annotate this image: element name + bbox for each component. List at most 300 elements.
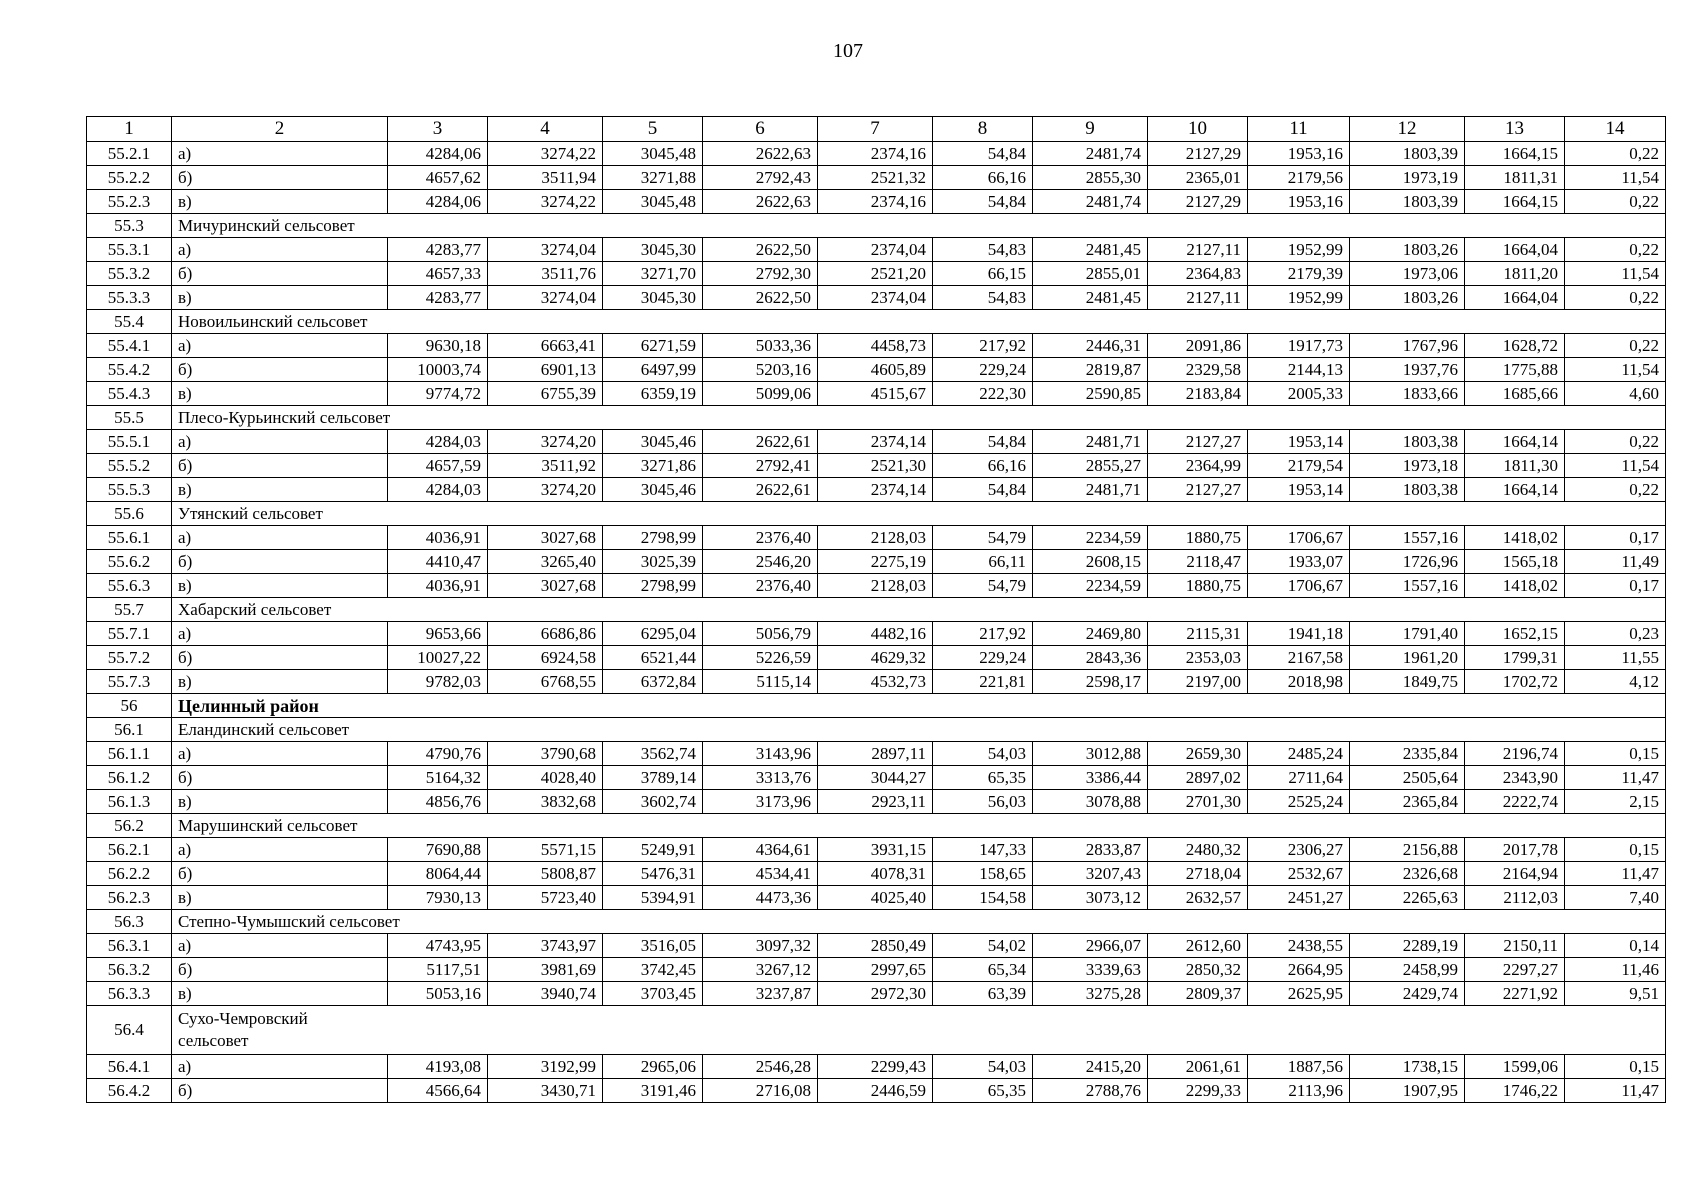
table-cell: 2127,27 xyxy=(1148,430,1248,454)
table-cell: 2374,14 xyxy=(818,430,933,454)
table-cell: 2429,74 xyxy=(1350,982,1465,1006)
table-cell: 3265,40 xyxy=(488,550,603,574)
table-cell: 2972,30 xyxy=(818,982,933,1006)
table-cell: 11,46 xyxy=(1565,958,1666,982)
table-cell: 54,02 xyxy=(933,934,1033,958)
table-cell: 11,47 xyxy=(1565,766,1666,790)
table-cell: 1664,04 xyxy=(1465,286,1565,310)
table-cell: 65,34 xyxy=(933,958,1033,982)
table-cell: 54,83 xyxy=(933,238,1033,262)
table-cell: 2612,60 xyxy=(1148,934,1248,958)
row-code: 56.2.3 xyxy=(87,886,172,910)
table-cell: 2222,74 xyxy=(1465,790,1565,814)
table-cell: 5476,31 xyxy=(603,862,703,886)
table-cell: 2521,30 xyxy=(818,454,933,478)
table-cell: 11,54 xyxy=(1565,454,1666,478)
table-row xyxy=(87,886,1666,910)
table-cell: 2005,33 xyxy=(1248,382,1350,406)
table-cell: 3274,04 xyxy=(488,238,603,262)
table-cell: 2335,84 xyxy=(1350,742,1465,766)
row-label: а) xyxy=(172,238,388,262)
table-cell: 3207,43 xyxy=(1033,862,1148,886)
table-cell: 2521,20 xyxy=(818,262,933,286)
table-cell: 2525,24 xyxy=(1248,790,1350,814)
row-code: 56.2 xyxy=(87,814,172,838)
table-cell: 3025,39 xyxy=(603,550,703,574)
table-cell: 3511,76 xyxy=(488,262,603,286)
table-cell: 3012,88 xyxy=(1033,742,1148,766)
section-title: Целинный район xyxy=(172,694,1666,718)
table-cell: 1746,22 xyxy=(1465,1079,1565,1103)
table-cell: 2855,27 xyxy=(1033,454,1148,478)
table-cell: 1664,14 xyxy=(1465,478,1565,502)
table-row xyxy=(87,190,1666,214)
table-cell: 1973,06 xyxy=(1350,262,1465,286)
table-cell: 0,22 xyxy=(1565,334,1666,358)
table-cell: 4078,31 xyxy=(818,862,933,886)
table-cell: 4515,67 xyxy=(818,382,933,406)
table-cell: 3267,12 xyxy=(703,958,818,982)
table-cell: 3073,12 xyxy=(1033,886,1148,910)
table-cell: 2118,47 xyxy=(1148,550,1248,574)
table-cell: 2622,61 xyxy=(703,478,818,502)
group-title: Мичуринский сельсовет xyxy=(172,214,1666,238)
table-cell: 1961,20 xyxy=(1350,646,1465,670)
row-code: 56.3.3 xyxy=(87,982,172,1006)
table-cell: 2451,27 xyxy=(1248,886,1350,910)
group-title: Степно-Чумышский сельсовет xyxy=(172,910,1666,934)
table-cell: 65,35 xyxy=(933,766,1033,790)
table-cell: 5099,06 xyxy=(703,382,818,406)
table-cell: 6372,84 xyxy=(603,670,703,694)
table-cell: 54,84 xyxy=(933,190,1033,214)
table-cell: 2265,63 xyxy=(1350,886,1465,910)
table-cell: 3044,27 xyxy=(818,766,933,790)
table-cell: 6271,59 xyxy=(603,334,703,358)
table-cell: 2415,20 xyxy=(1033,1055,1148,1079)
table-row xyxy=(87,262,1666,286)
table-cell: 3339,63 xyxy=(1033,958,1148,982)
table-cell: 1937,76 xyxy=(1350,358,1465,382)
table-cell: 9653,66 xyxy=(388,622,488,646)
table-cell: 1933,07 xyxy=(1248,550,1350,574)
column-header: 13 xyxy=(1465,117,1565,142)
table-cell: 2128,03 xyxy=(818,526,933,550)
row-code: 55.4 xyxy=(87,310,172,334)
table-cell: 0,17 xyxy=(1565,574,1666,598)
table-cell: 0,17 xyxy=(1565,526,1666,550)
column-header: 4 xyxy=(488,117,603,142)
table-row xyxy=(87,646,1666,670)
table-cell: 2374,04 xyxy=(818,286,933,310)
table-cell: 2598,17 xyxy=(1033,670,1148,694)
table-cell: 4025,40 xyxy=(818,886,933,910)
table-cell: 2167,58 xyxy=(1248,646,1350,670)
table-cell: 1849,75 xyxy=(1350,670,1465,694)
table-row xyxy=(87,574,1666,598)
table-cell: 3790,68 xyxy=(488,742,603,766)
table-cell: 1664,15 xyxy=(1465,190,1565,214)
table-cell: 2179,56 xyxy=(1248,166,1350,190)
table-row xyxy=(87,382,1666,406)
table-cell: 1557,16 xyxy=(1350,526,1465,550)
table-cell: 10027,22 xyxy=(388,646,488,670)
table-cell: 54,84 xyxy=(933,478,1033,502)
row-label: б) xyxy=(172,958,388,982)
table-cell: 2061,61 xyxy=(1148,1055,1248,1079)
table-cell: 2718,04 xyxy=(1148,862,1248,886)
table-cell: 2376,40 xyxy=(703,574,818,598)
group-row xyxy=(87,598,1666,622)
table-cell: 2127,29 xyxy=(1148,142,1248,166)
table-cell: 1953,16 xyxy=(1248,190,1350,214)
table-cell: 2115,31 xyxy=(1148,622,1248,646)
row-code: 55.2.2 xyxy=(87,166,172,190)
table-cell: 2289,19 xyxy=(1350,934,1465,958)
group-title: Утянский сельсовет xyxy=(172,502,1666,526)
table-cell: 63,39 xyxy=(933,982,1033,1006)
table-cell: 8064,44 xyxy=(388,862,488,886)
table-cell: 3271,70 xyxy=(603,262,703,286)
row-label: а) xyxy=(172,430,388,454)
table-cell: 2625,95 xyxy=(1248,982,1350,1006)
table-cell: 2897,11 xyxy=(818,742,933,766)
table-cell: 3027,68 xyxy=(488,526,603,550)
group-title: Новоильинский сельсовет xyxy=(172,310,1666,334)
table-cell: 2716,08 xyxy=(703,1079,818,1103)
table-cell: 6924,58 xyxy=(488,646,603,670)
column-header: 10 xyxy=(1148,117,1248,142)
empty-cell xyxy=(388,1006,1666,1055)
table-row xyxy=(87,958,1666,982)
table-cell: 3275,28 xyxy=(1033,982,1148,1006)
table-cell: 1973,19 xyxy=(1350,166,1465,190)
table-cell: 1706,67 xyxy=(1248,574,1350,598)
column-header: 6 xyxy=(703,117,818,142)
table-row xyxy=(87,286,1666,310)
column-header: 5 xyxy=(603,117,703,142)
table-cell: 2326,68 xyxy=(1350,862,1465,886)
table-cell: 1973,18 xyxy=(1350,454,1465,478)
table-cell: 7,40 xyxy=(1565,886,1666,910)
table-cell: 2128,03 xyxy=(818,574,933,598)
table-cell: 4657,62 xyxy=(388,166,488,190)
row-code: 55.5.2 xyxy=(87,454,172,478)
table-row xyxy=(87,790,1666,814)
table-cell: 66,16 xyxy=(933,166,1033,190)
table-cell: 3742,45 xyxy=(603,958,703,982)
table-cell: 0,15 xyxy=(1565,1055,1666,1079)
group-row xyxy=(87,406,1666,430)
row-code: 55.2.3 xyxy=(87,190,172,214)
table-row xyxy=(87,334,1666,358)
table-cell: 2271,92 xyxy=(1465,982,1565,1006)
table-cell: 2164,94 xyxy=(1465,862,1565,886)
table-cell: 56,03 xyxy=(933,790,1033,814)
table-cell: 1803,26 xyxy=(1350,286,1465,310)
table-cell: 2622,50 xyxy=(703,238,818,262)
table-cell: 154,58 xyxy=(933,886,1033,910)
row-label: а) xyxy=(172,334,388,358)
row-label: а) xyxy=(172,142,388,166)
table-cell: 2855,01 xyxy=(1033,262,1148,286)
table-cell: 2275,19 xyxy=(818,550,933,574)
table-cell: 1664,04 xyxy=(1465,238,1565,262)
table-cell: 1702,72 xyxy=(1465,670,1565,694)
table-cell: 2374,14 xyxy=(818,478,933,502)
table-cell: 2850,49 xyxy=(818,934,933,958)
table-cell: 7930,13 xyxy=(388,886,488,910)
table-cell: 3386,44 xyxy=(1033,766,1148,790)
table-cell: 2481,71 xyxy=(1033,478,1148,502)
page-number: 107 xyxy=(833,40,863,62)
table-cell: 1880,75 xyxy=(1148,574,1248,598)
table-cell: 4657,33 xyxy=(388,262,488,286)
table-cell: 2127,29 xyxy=(1148,190,1248,214)
table-cell: 5033,36 xyxy=(703,334,818,358)
table-cell: 2664,95 xyxy=(1248,958,1350,982)
table-cell: 54,03 xyxy=(933,1055,1033,1079)
table-cell: 2481,45 xyxy=(1033,238,1148,262)
table-row xyxy=(87,670,1666,694)
table-cell: 5115,14 xyxy=(703,670,818,694)
table-cell: 3274,20 xyxy=(488,430,603,454)
table-cell: 2701,30 xyxy=(1148,790,1248,814)
table-cell: 5723,40 xyxy=(488,886,603,910)
table-cell: 4283,77 xyxy=(388,238,488,262)
table-cell: 6497,99 xyxy=(603,358,703,382)
row-code: 55.4.3 xyxy=(87,382,172,406)
row-label: б) xyxy=(172,550,388,574)
table-cell: 4284,06 xyxy=(388,190,488,214)
table-cell: 66,15 xyxy=(933,262,1033,286)
table-cell: 3078,88 xyxy=(1033,790,1148,814)
table-cell: 11,54 xyxy=(1565,358,1666,382)
table-cell: 1953,14 xyxy=(1248,478,1350,502)
row-label: в) xyxy=(172,190,388,214)
table-cell: 3097,32 xyxy=(703,934,818,958)
table-cell: 2374,16 xyxy=(818,142,933,166)
table-cell: 2855,30 xyxy=(1033,166,1148,190)
table-cell: 2792,41 xyxy=(703,454,818,478)
row-label: б) xyxy=(172,646,388,670)
group-row xyxy=(87,310,1666,334)
table-cell: 2798,99 xyxy=(603,526,703,550)
table-cell: 1803,38 xyxy=(1350,478,1465,502)
table-cell: 2923,11 xyxy=(818,790,933,814)
row-code: 56.1.2 xyxy=(87,766,172,790)
table-cell: 3511,94 xyxy=(488,166,603,190)
table-cell: 0,22 xyxy=(1565,142,1666,166)
table-cell: 5394,91 xyxy=(603,886,703,910)
column-header: 1 xyxy=(87,117,172,142)
table-cell: 54,83 xyxy=(933,286,1033,310)
table-cell: 2329,58 xyxy=(1148,358,1248,382)
table-cell: 2446,59 xyxy=(818,1079,933,1103)
table-cell: 11,55 xyxy=(1565,646,1666,670)
table-cell: 2353,03 xyxy=(1148,646,1248,670)
table-cell: 1887,56 xyxy=(1248,1055,1350,1079)
table-cell: 1418,02 xyxy=(1465,526,1565,550)
table-cell: 11,54 xyxy=(1565,262,1666,286)
table-cell: 4605,89 xyxy=(818,358,933,382)
table-row xyxy=(87,550,1666,574)
table-cell: 5808,87 xyxy=(488,862,603,886)
row-label: б) xyxy=(172,454,388,478)
table-cell: 3789,14 xyxy=(603,766,703,790)
table-cell: 2532,67 xyxy=(1248,862,1350,886)
group-row xyxy=(87,814,1666,838)
table-cell: 2590,85 xyxy=(1033,382,1148,406)
row-code: 56.4.2 xyxy=(87,1079,172,1103)
column-header: 12 xyxy=(1350,117,1465,142)
table-cell: 1565,18 xyxy=(1465,550,1565,574)
row-code: 55.7.1 xyxy=(87,622,172,646)
table-cell: 4482,16 xyxy=(818,622,933,646)
table-cell: 1953,16 xyxy=(1248,142,1350,166)
column-header: 11 xyxy=(1248,117,1350,142)
table-cell: 4790,76 xyxy=(388,742,488,766)
table-cell: 217,92 xyxy=(933,622,1033,646)
table-cell: 6768,55 xyxy=(488,670,603,694)
table-cell: 0,22 xyxy=(1565,190,1666,214)
table-cell: 2127,11 xyxy=(1148,286,1248,310)
table-cell: 2481,74 xyxy=(1033,190,1148,214)
row-code: 56.2.2 xyxy=(87,862,172,886)
table-cell: 0,22 xyxy=(1565,238,1666,262)
table-cell: 4284,03 xyxy=(388,478,488,502)
table-cell: 4,12 xyxy=(1565,670,1666,694)
table-cell: 2150,11 xyxy=(1465,934,1565,958)
table-cell: 3516,05 xyxy=(603,934,703,958)
table-cell: 4657,59 xyxy=(388,454,488,478)
table-cell: 1799,31 xyxy=(1465,646,1565,670)
table-cell: 2850,32 xyxy=(1148,958,1248,982)
row-label: в) xyxy=(172,478,388,502)
table-row xyxy=(87,166,1666,190)
table-cell: 3274,20 xyxy=(488,478,603,502)
table-cell: 9630,18 xyxy=(388,334,488,358)
table-cell: 1557,16 xyxy=(1350,574,1465,598)
table-cell: 5056,79 xyxy=(703,622,818,646)
table-cell: 1811,31 xyxy=(1465,166,1565,190)
table-cell: 6686,86 xyxy=(488,622,603,646)
table-cell: 2364,83 xyxy=(1148,262,1248,286)
table-cell: 1803,38 xyxy=(1350,430,1465,454)
table-cell: 3045,48 xyxy=(603,190,703,214)
table-cell: 6901,13 xyxy=(488,358,603,382)
table-cell: 4,60 xyxy=(1565,382,1666,406)
group-title: Еландинский сельсовет xyxy=(172,718,1666,742)
column-header: 7 xyxy=(818,117,933,142)
table-cell: 1917,73 xyxy=(1248,334,1350,358)
table-cell: 3313,76 xyxy=(703,766,818,790)
table-cell: 158,65 xyxy=(933,862,1033,886)
table-cell: 3832,68 xyxy=(488,790,603,814)
table-cell: 2374,16 xyxy=(818,190,933,214)
header-row xyxy=(87,117,1666,142)
row-label: в) xyxy=(172,886,388,910)
table-cell: 1767,96 xyxy=(1350,334,1465,358)
table-cell: 65,35 xyxy=(933,1079,1033,1103)
row-code: 55.5.1 xyxy=(87,430,172,454)
table-cell: 5164,32 xyxy=(388,766,488,790)
column-header: 3 xyxy=(388,117,488,142)
row-code: 56.1 xyxy=(87,718,172,742)
row-label: а) xyxy=(172,526,388,550)
table-cell: 2480,32 xyxy=(1148,838,1248,862)
table-cell: 1953,14 xyxy=(1248,430,1350,454)
table-cell: 221,81 xyxy=(933,670,1033,694)
table-cell: 2234,59 xyxy=(1033,526,1148,550)
table-cell: 6755,39 xyxy=(488,382,603,406)
table-cell: 5053,16 xyxy=(388,982,488,1006)
table-cell: 3191,46 xyxy=(603,1079,703,1103)
row-code: 55.4.2 xyxy=(87,358,172,382)
table-cell: 1803,39 xyxy=(1350,142,1465,166)
table-cell: 2299,43 xyxy=(818,1055,933,1079)
row-code: 56.1.1 xyxy=(87,742,172,766)
tariff-table xyxy=(86,116,1666,1103)
table-cell: 3430,71 xyxy=(488,1079,603,1103)
table-cell: 1811,30 xyxy=(1465,454,1565,478)
table-cell: 2622,63 xyxy=(703,190,818,214)
table-cell: 3981,69 xyxy=(488,958,603,982)
table-row xyxy=(87,838,1666,862)
row-code: 56.3.2 xyxy=(87,958,172,982)
table-cell: 3743,97 xyxy=(488,934,603,958)
table-cell: 0,22 xyxy=(1565,430,1666,454)
table-cell: 5226,59 xyxy=(703,646,818,670)
table-cell: 3027,68 xyxy=(488,574,603,598)
table-cell: 9782,03 xyxy=(388,670,488,694)
table-cell: 1791,40 xyxy=(1350,622,1465,646)
table-cell: 1803,26 xyxy=(1350,238,1465,262)
table-cell: 2833,87 xyxy=(1033,838,1148,862)
table-cell: 2179,54 xyxy=(1248,454,1350,478)
table-cell: 0,14 xyxy=(1565,934,1666,958)
row-code: 56 xyxy=(87,694,172,718)
table-cell: 4036,91 xyxy=(388,526,488,550)
table-cell: 0,22 xyxy=(1565,286,1666,310)
table-cell: 3931,15 xyxy=(818,838,933,862)
table-cell: 5249,91 xyxy=(603,838,703,862)
row-code: 56.3 xyxy=(87,910,172,934)
table-cell: 2798,99 xyxy=(603,574,703,598)
row-code: 55.3.2 xyxy=(87,262,172,286)
table-cell: 3602,74 xyxy=(603,790,703,814)
table-cell: 0,22 xyxy=(1565,478,1666,502)
table-cell: 2546,28 xyxy=(703,1055,818,1079)
table-cell: 11,47 xyxy=(1565,1079,1666,1103)
table-row xyxy=(87,862,1666,886)
table-cell: 10003,74 xyxy=(388,358,488,382)
table-cell: 11,47 xyxy=(1565,862,1666,886)
table-cell: 11,54 xyxy=(1565,166,1666,190)
table-cell: 1880,75 xyxy=(1148,526,1248,550)
table-cell: 66,16 xyxy=(933,454,1033,478)
table-cell: 2306,27 xyxy=(1248,838,1350,862)
group-title: Сухо-Чемровский сельсовет xyxy=(172,1006,388,1055)
column-header: 8 xyxy=(933,117,1033,142)
table-cell: 3271,86 xyxy=(603,454,703,478)
table-cell: 2608,15 xyxy=(1033,550,1148,574)
column-header: 14 xyxy=(1565,117,1666,142)
table-row xyxy=(87,622,1666,646)
table-cell: 2897,02 xyxy=(1148,766,1248,790)
table-cell: 2297,27 xyxy=(1465,958,1565,982)
table-cell: 2481,74 xyxy=(1033,142,1148,166)
